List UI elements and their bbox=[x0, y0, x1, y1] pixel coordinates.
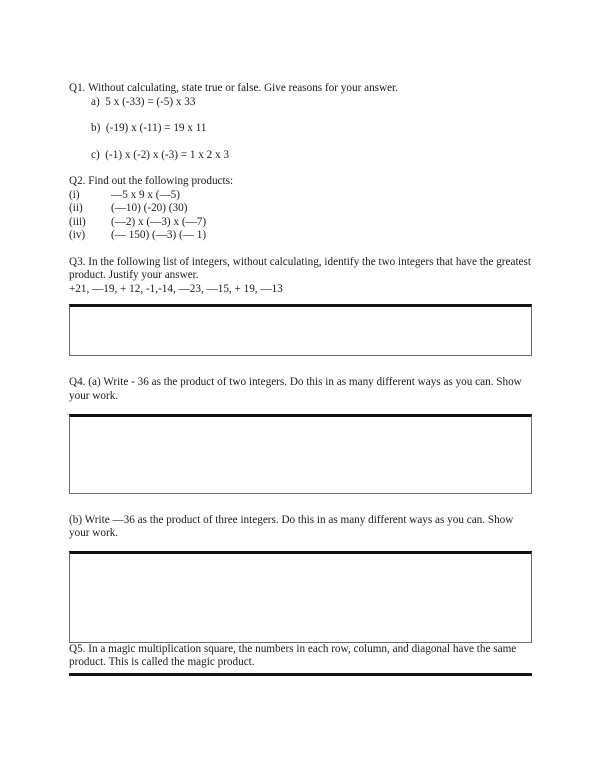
question-q4a bbox=[69, 376, 532, 403]
q2-item-iv-label: (iv) bbox=[69, 229, 86, 242]
q4b-answer-box[interactable] bbox=[69, 551, 532, 643]
q2-item-ii bbox=[69, 202, 532, 215]
q1-item-a-expression: 5 x (-33) = (-5) x 33 bbox=[105, 95, 196, 108]
q2-item-i-label: (i) bbox=[69, 188, 80, 201]
spacer bbox=[69, 356, 532, 376]
q1-item-a bbox=[69, 96, 532, 110]
q2-item-iii bbox=[69, 216, 532, 229]
q3-answer-box[interactable] bbox=[69, 304, 532, 356]
q3-integer-list: +21, —19, + 12, -1,-14, —23, —15, + 19, —13 bbox=[69, 282, 283, 295]
question-q1 bbox=[69, 82, 532, 162]
worksheet-content bbox=[69, 82, 532, 676]
q1-item-a-label: a) bbox=[91, 95, 100, 108]
q2-prompt: Q2. Find out the following products: bbox=[69, 175, 234, 188]
q1-item-b bbox=[69, 122, 532, 136]
question-q2 bbox=[69, 175, 532, 242]
q1-item-c-label: c) bbox=[91, 148, 100, 161]
q2-item-iv-expression: (— 150) (—3) (— 1) bbox=[111, 229, 207, 242]
q2-item-i bbox=[69, 189, 532, 202]
question-q4b bbox=[69, 514, 532, 541]
question-q5 bbox=[69, 643, 532, 670]
bottom-divider bbox=[69, 673, 532, 676]
q1-prompt: Q1. Without calculating, state true or false. Give reasons for your answer. bbox=[69, 82, 398, 94]
question-q3 bbox=[69, 256, 532, 297]
q4b-prompt: (b) Write —36 as the product of three integers. Do this in as many different ways as you can. Show your work. bbox=[69, 513, 517, 540]
q1-item-b-expression: (-19) x (-11) = 19 x 11 bbox=[105, 122, 207, 135]
q2-item-ii-expression: (—10) (-20) (30) bbox=[111, 202, 188, 215]
q4a-prompt: Q4. (a) Write - 36 as the product of two integers. Do this in as many different ways as you can. Show your work. bbox=[69, 376, 525, 402]
q1-item-c-expression: (-1) x (-2) x (-3) = 1 x 2 x 3 bbox=[105, 148, 230, 161]
q2-item-i-expression: —5 x 9 x (—5) bbox=[111, 188, 180, 201]
q1-item-c bbox=[69, 149, 532, 163]
q4a-answer-box[interactable] bbox=[69, 414, 532, 494]
q2-item-iii-label: (iii) bbox=[69, 215, 86, 228]
q2-item-iii-expression: (—2) x (—3) x (—7) bbox=[111, 215, 207, 228]
spacer bbox=[69, 162, 532, 175]
q3-prompt: Q3. In the following list of integers, without calculating, identify the two integers that have the greatest product. Justify your answer. bbox=[69, 255, 534, 282]
spacer bbox=[69, 243, 532, 256]
q5-prompt: Q5. In a magic multiplication square, the numbers in each row, column, and diagonal have the same product. This is called the magic product. bbox=[69, 642, 520, 669]
q2-item-iv bbox=[69, 229, 532, 242]
q2-item-ii-label: (ii) bbox=[69, 202, 83, 215]
q1-item-b-label: b) bbox=[91, 122, 101, 135]
spacer bbox=[69, 494, 532, 514]
